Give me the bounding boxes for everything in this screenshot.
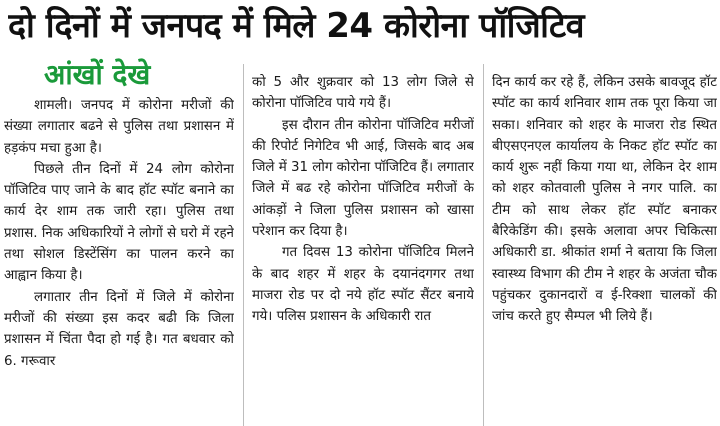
paragraph: गत दिवस 13 कोरोना पॉजिटिव मिलने के बाद शहर में शहर के दयानंदगगर तथा माजरा रोड पर दो नये हॉट स्पॉट सैंटर बनाये गये। पलिस प्रशासन के अधिकारी रात: [252, 245, 474, 325]
article-column-3: [492, 72, 717, 426]
article-column-2: [252, 72, 474, 426]
paragraph: शामली। जनपद में कोरोना मरीजों की संख्या लगातार बढने से पुलिस तथा प्रशासन में हड़कंप मचा हुआ है।: [4, 98, 234, 156]
paragraph: दिन कार्य कर रहे हैं, लेकिन उसके बावजूद हॉट स्पॉट का कार्य शनिवार शाम तक पूरा किया जा सका। शनिवार को शहर के माजरा रोड स्थित बीएसएनएल कार्यालय के निकट हॉट स्पॉट का कार्य शुरू नहीं किया गया था, लेकिन देर शाम को शहर कोतवाली पुलिस ने नगर पालि. का टीम को साथ लेकर हॉट स्पॉट बनाकर बैरिकेडिंग की। इसके अलावा अपर चिकित्सा अधिकारी डा. श्रीकांत शर्मा ने बताया कि जिला स्वास्थ्य विभाग की टीम ने शहर के अजंता चौक पहुंचकर दुकानदारों व ई-रिक्शा चालकों की जांच करते हुए सैम्पल भी लिये हैं।: [492, 75, 717, 325]
paragraph: लगातार तीन दिनों में जिले में कोरोना मरीजों की संख्या इस कदर बढी कि जिला प्रशासन में चिंता पैदा हो गई है। गत बधवार को 6. गरूवार: [4, 289, 234, 369]
headline: दो दिनों में जनपद में मिले 24 कोरोना पॉजिटिव: [8, 6, 585, 46]
paragraph: इस दौरान तीन कोरोना पॉजिटिव मरीजों की रिपोर्ट निगेटिव भी आई, जिसके बाद अब जिले में 31 लोग कोरोना पॉजिटिव हैं। लगातार जिले में बढ रहे कोरोना पॉजिटिव मरीजों के आंकड़ों ने जिला पुलिस प्रशासन को खासा परेशान कर दिया है।: [252, 117, 474, 240]
kicker-label: आंखों देखे: [44, 58, 151, 91]
column-divider-2: [483, 64, 484, 426]
paragraph: पिछले तीन दिनों में 24 लोग कोरोना पॉजिटिव पाए जाने के बाद हॉट स्पॉट बनाने का कार्य देर शाम तक जारी रहा। पुलिस तथा प्रशास. निक अधिकारियों ने लोगों से घरो में रहने तथा सोशल डिस्टेंसिंग का पालन करने का आह्वान किया है।: [4, 161, 234, 284]
column-divider-1: [243, 64, 244, 426]
article-column-1: [4, 95, 234, 426]
paragraph: को 5 और शुक्रवार को 13 लोग जिले से कोरोना पॉजिटिव पाये गये हैं।: [252, 75, 474, 112]
